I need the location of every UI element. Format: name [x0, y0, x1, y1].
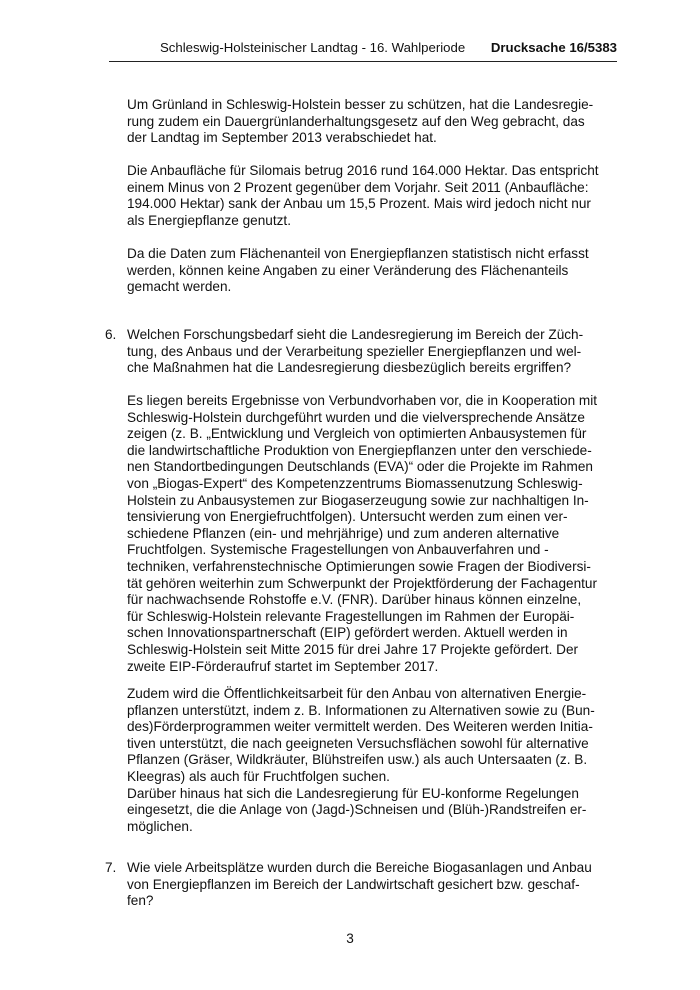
- text-line: Zudem wird die Öffentlichkeitsarbeit für den Anbau von alternativen Energie-: [127, 686, 587, 701]
- text-line: Schleswig-Holstein durchgeführt wurden und die vielversprechende Ansätze: [127, 409, 585, 425]
- text-line: als Energiepflanze genutzt.: [127, 212, 291, 228]
- text-line: schiedene Pflanzen (ein- und mehrjährige) und zum anderen alternative: [127, 525, 560, 541]
- text-line: möglichen.: [127, 818, 193, 834]
- text-line: pflanzen unterstützt, indem z. B. Informationen zu Alternativen sowie zu (Bun-: [127, 702, 595, 718]
- text-line: nen Standortbedingungen Deutschlands (EVA)“ oder die Projekte im Rahmen: [127, 459, 593, 475]
- text-line: einem Minus von 2 Prozent gegenüber dem Vorjahr. Seit 2011 (Anbaufläche:: [127, 179, 589, 195]
- text-line: zweite EIP-Förderaufruf startet im September 2017.: [127, 658, 439, 674]
- text-line: die landwirtschaftliche Produktion von Energiepflanzen unter den verschiede-: [127, 442, 592, 458]
- question-6: [127, 327, 607, 377]
- text-line: von „Biogas-Expert“ des Kompetenzzentrums Biomassenutzung Schleswig-: [127, 475, 583, 491]
- text-line: Schleswig-Holstein seit Mitte 2015 für drei Jahre 17 Projekte gefördert. Der: [127, 641, 579, 657]
- text-line: Wie viele Arbeitsplätze wurden durch die Bereiche Biogasanlagen und Anbau: [127, 860, 592, 875]
- text-line: von Energiepflanzen im Bereich der Landwirtschaft gesichert bzw. geschaf-: [127, 876, 580, 892]
- text-line: tät gehören weiterhin zum Schwerpunkt der Projektförderung der Fachagentur: [127, 575, 597, 591]
- text-line: Darüber hinaus hat sich die Landesregierung für EU-konforme Regelungen: [127, 785, 579, 801]
- text-line: eingesetzt, die die Anlage von (Jagd-)Schneisen und (Blüh-)Randstreifen er-: [127, 802, 587, 818]
- text-line: 194.000 Hektar) sank der Anbau um 15,5 Prozent. Mais wird jedoch nicht nur: [127, 196, 591, 212]
- text-line: fen?: [127, 893, 154, 909]
- text-line: tensivierung von Energiefruchtfolgen). Untersucht werden zum einen ver-: [127, 509, 568, 525]
- text-line: Es liegen bereits Ergebnisse von Verbundvorhaben vor, die in Kooperation mit: [127, 393, 598, 408]
- header-title: Schleswig-Holsteinischer Landtag - 16. Wahlperiode: [160, 40, 466, 55]
- text-line: Fruchtfolgen. Systemische Fragestellungen von Anbauverfahren und -: [127, 542, 549, 558]
- text-line: Die Anbaufläche für Silomais betrug 2016 rund 164.000 Hektar. Das entspricht: [127, 163, 599, 178]
- text-line: Welchen Forschungsbedarf sieht die Landesregierung im Bereich der Züch-: [127, 327, 584, 342]
- text-line: des)Förderprogrammen weiter vermittelt werden. Des Weiteren werden Initia-: [127, 719, 593, 735]
- text-line: Um Grünland in Schleswig-Holstein besser zu schützen, hat die Landesregie-: [127, 97, 594, 112]
- text-line: techniken, verfahrenstechnische Optimierungen sowie Fragen der Biodiversi-: [127, 558, 591, 574]
- question-number: 7.: [105, 860, 117, 875]
- text-line: Da die Daten zum Flächenanteil von Energiepflanzen statistisch nicht erfasst: [127, 246, 589, 261]
- text-line: tung, des Anbaus und der Verarbeitung spezieller Energiepflanzen und wel-: [127, 343, 582, 359]
- paragraph-gruenland: [127, 97, 607, 147]
- text-line: der Landtag im September 2013 verabschiedet hat.: [127, 130, 437, 146]
- text-line: für nachwachsende Rohstoffe e.V. (FNR). Darüber hinaus können einzelne,: [127, 592, 582, 608]
- paragraph-forschung: [127, 393, 607, 675]
- text-line: für Schleswig-Holstein relevante Fragestellungen im Rahmen der Europäi-: [127, 608, 575, 624]
- text-line: che Maßnahmen hat die Landesregierung diesbezüglich bereits ergriffen?: [127, 360, 572, 376]
- text-line: gemacht werden.: [127, 279, 232, 295]
- page-number: 3: [346, 931, 354, 946]
- text-line: zeigen (z. B. „Entwicklung und Vergleich von optimierten Anbausystemen für: [127, 426, 587, 442]
- question-7: [127, 860, 607, 910]
- drucksache-number: Drucksache 16/5383: [490, 40, 617, 55]
- text-line: Kleegras) als auch für Fruchtfolgen suchen.: [127, 768, 390, 784]
- question-number: 6.: [105, 327, 117, 342]
- paragraph-silomais: [127, 163, 607, 229]
- page-header: [109, 37, 617, 62]
- text-line: schen Innovationspartnerschaft (EIP) gefördert werden. Aktuell werden in: [127, 625, 568, 641]
- text-line: rung zudem ein Dauergrünlanderhaltungsgesetz auf den Weg gebracht, das: [127, 113, 585, 129]
- text-line: tiven unterstützt, die nach geeigneten Versuchsflächen sowohl für alternative: [127, 735, 589, 751]
- text-line: Pflanzen (Gräser, Wildkräuter, Blühstreifen usw.) als auch Untersaaten (z. B.: [127, 752, 588, 768]
- text-line: werden, können keine Angaben zu einer Veränderung des Flächenanteils: [127, 262, 569, 278]
- text-line: Holstein zu Anbausystemen zur Biogaserzeugung sowie zur nachhaltigen In-: [127, 492, 589, 508]
- paragraph-oeffentlichkeitsarbeit: [127, 686, 607, 835]
- paragraph-flaechenanteil: [127, 246, 607, 296]
